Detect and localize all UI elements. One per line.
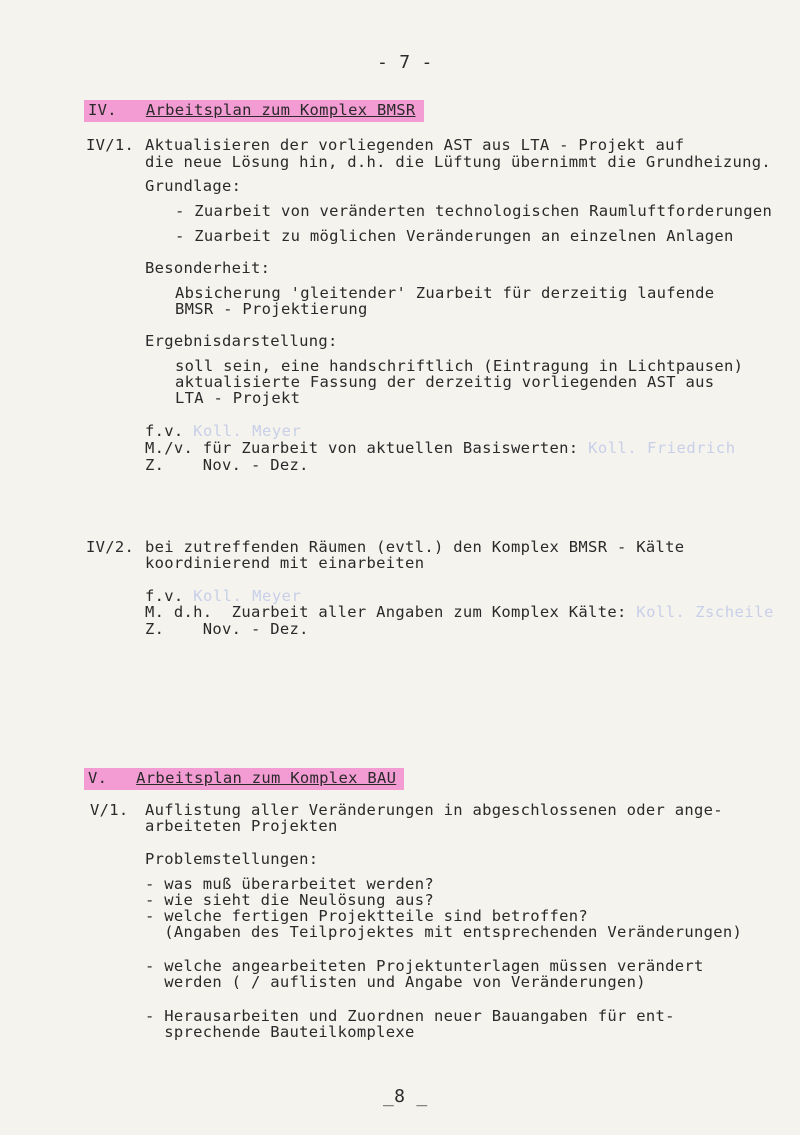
- fv-label: f.v.: [145, 422, 184, 440]
- section-number: V.: [88, 769, 108, 787]
- besonderheit-line: BMSR - Projektierung: [175, 300, 368, 318]
- grundlage-item: - Zuarbeit von veränderten technologischen Raumluftforderungen: [175, 202, 773, 220]
- section-heading-v: [84, 768, 404, 790]
- redacted-name: Koll. Zscheile: [636, 603, 774, 621]
- fv-label: f.v.: [145, 587, 184, 605]
- item-id-v-1: V/1.: [90, 801, 129, 819]
- problem-line: - wie sieht die Neulösung aus?: [145, 891, 434, 909]
- item-text-line: koordinierend mit einarbeiten: [145, 554, 425, 572]
- redacted-name: Koll. Meyer: [193, 587, 302, 605]
- section-title: Arbeitsplan zum Komplex BAU: [136, 769, 397, 787]
- redacted-name: Koll. Meyer: [193, 422, 302, 440]
- section-heading-iv: [84, 100, 424, 122]
- item-text-line: arbeiteten Projekten: [145, 817, 338, 835]
- page-number-bottom: _8 _: [383, 1086, 428, 1107]
- problem-line: - Herausarbeiten und Zuordnen neuer Bauangaben für ent-: [145, 1007, 675, 1025]
- mv-line: [145, 604, 774, 621]
- grundlage-label: Grundlage:: [145, 177, 242, 195]
- section-title: Arbeitsplan zum Komplex BMSR: [145, 101, 416, 119]
- item-text-line: Auflistung aller Veränderungen in abgeschlossenen oder ange-: [145, 801, 723, 819]
- problem-line: - welche angearbeiteten Projektunterlagen müssen verändert: [145, 957, 704, 975]
- problem-line: - was muß überarbeitet werden?: [145, 875, 434, 893]
- besonderheit-label: Besonderheit:: [145, 259, 271, 277]
- problem-line: werden ( / auflisten und Angabe von Veränderungen): [145, 973, 646, 991]
- item-text-line: bei zutreffenden Räumen (evtl.) den Komplex BMSR - Kälte: [145, 538, 685, 556]
- redacted-name: Koll. Friedrich: [588, 439, 736, 457]
- fv-line: [145, 423, 301, 440]
- ergebnis-line: soll sein, eine handschriftlich (Eintragung in Lichtpausen): [175, 357, 744, 375]
- mv-line: [145, 440, 736, 457]
- mv-text: M. d.h. Zuarbeit aller Angaben zum Komplex Kälte:: [145, 603, 637, 621]
- item-text-line: Aktualisieren der vorliegenden AST aus LTA - Projekt auf: [145, 136, 685, 154]
- section-number: IV.: [88, 101, 117, 119]
- item-id-iv-1: IV/1.: [86, 136, 135, 154]
- page-number-top: - 7 -: [377, 52, 433, 73]
- problem-line: sprechende Bauteilkomplexe: [145, 1023, 415, 1041]
- z-line: Z. Nov. - Dez.: [145, 620, 309, 638]
- problem-line: - welche fertigen Projektteile sind betroffen?: [145, 907, 589, 925]
- problem-line: (Angaben des Teilprojektes mit entsprechenden Veränderungen): [145, 923, 743, 941]
- besonderheit-line: Absicherung 'gleitender' Zuarbeit für derzeitig laufende: [175, 284, 715, 302]
- problem-label: Problemstellungen:: [145, 850, 319, 868]
- grundlage-item: - Zuarbeit zu möglichen Veränderungen an einzelnen Anlagen: [175, 227, 734, 245]
- ergebnis-line: aktualisierte Fassung der derzeitig vorliegenden AST aus: [175, 373, 715, 391]
- item-text-line: die neue Lösung hin, d.h. die Lüftung übernimmt die Grundheizung.: [145, 153, 772, 171]
- mv-text: M./v. für Zuarbeit von aktuellen Basiswerten:: [145, 439, 589, 457]
- z-line: Z. Nov. - Dez.: [145, 456, 309, 474]
- item-id-iv-2: IV/2.: [86, 538, 135, 556]
- ergebnis-line: LTA - Projekt: [175, 389, 301, 407]
- ergebnis-label: Ergebnisdarstellung:: [145, 332, 338, 350]
